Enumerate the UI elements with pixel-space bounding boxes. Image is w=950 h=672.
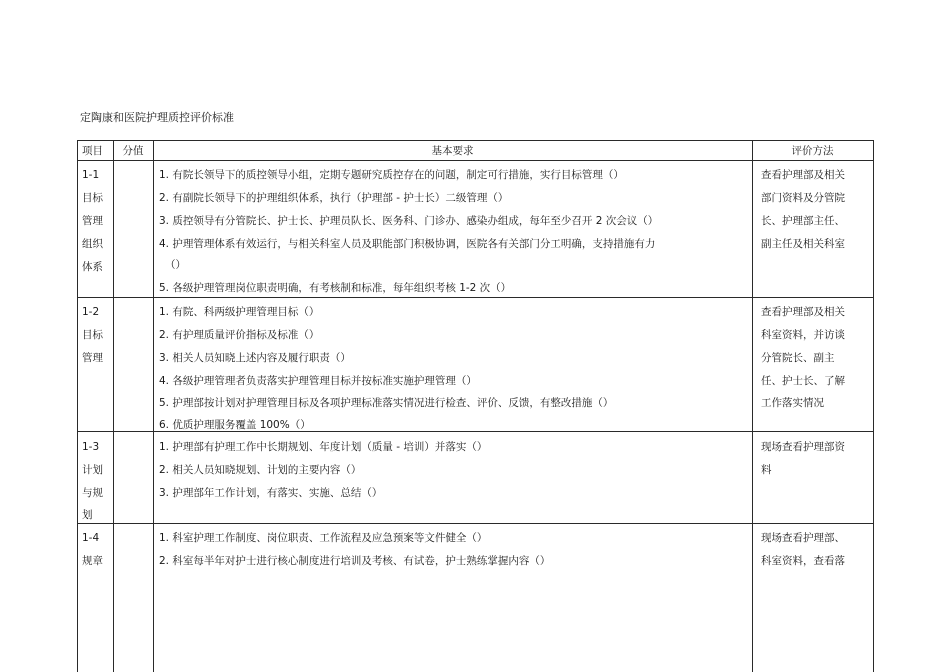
header-method: 评价方法	[791, 145, 834, 157]
item-label: 管理	[82, 215, 103, 227]
requirement-line: 3. 护理部年工作计划，有落实、实施、总结（）	[159, 487, 383, 499]
header-score: 分值	[122, 145, 144, 157]
rule	[873, 140, 874, 672]
method-line: 分管院长、副主	[761, 352, 835, 364]
requirement-line: 5. 护理部按计划对护理管理目标及各项护理标准落实情况进行检查、评价、反馈，有整改措施（）	[159, 397, 614, 409]
item-label: 1-4	[82, 532, 100, 544]
item-label: 体系	[82, 261, 103, 273]
rule	[77, 140, 874, 141]
requirement-line: 3. 质控领导有分管院长、护士长、护理员队长、医务科、门诊办、感染办组成，每年至少召开 2 次会议（）	[159, 215, 659, 227]
requirement-line: 1. 科室护理工作制度、岗位职责、工作流程及应急预案等文件健全（）	[159, 532, 488, 544]
method-line: 任、护士长、了解	[761, 375, 845, 387]
item-label: 1-2	[82, 306, 100, 318]
requirement-line: 4. 各级护理管理者负责落实护理管理目标并按标准实施护理管理（）	[159, 375, 477, 387]
item-label: 与规	[82, 487, 103, 499]
item-label: 1-1	[82, 169, 100, 181]
requirement-line: 6. 优质护理服务覆盖 100%（）	[159, 419, 311, 431]
item-label: 组织	[82, 238, 103, 250]
rule	[77, 160, 874, 161]
requirement-line: 2. 有护理质量评价指标及标准（）	[159, 329, 320, 341]
header-item: 项目	[82, 145, 103, 157]
requirement-line: 3. 相关人员知晓上述内容及履行职责（）	[159, 352, 351, 364]
document-title: 定陶康和医院护理质控评价标准	[80, 111, 234, 124]
rule	[153, 140, 154, 672]
header-requirements: 基本要求	[431, 145, 474, 157]
requirement-line: 4. 护理管理体系有效运行，与相关科室人员及职能部门积极协调，医院各有关部门分工明确，支持措施有力	[159, 238, 656, 250]
item-label: 划	[82, 509, 93, 521]
method-line: 科室资料，并访谈	[761, 329, 845, 341]
item-label: 计划	[82, 464, 103, 476]
requirement-line: 2. 科室每半年对护士进行核心制度进行培训及考核、有试卷，护士熟练掌握内容（）	[159, 555, 551, 567]
requirement-line: 5. 各级护理管理岗位职责明确，有考核制和标准，每年组织考核 1-2 次（）	[159, 282, 512, 294]
requirement-line: （）	[165, 259, 186, 271]
method-line: 工作落实情况	[761, 397, 824, 409]
evaluation-table	[77, 140, 874, 672]
requirement-line: 1. 有院长领导下的质控领导小组，定期专题研究质控存在的问题，制定可行措施，实行目标管理（）	[159, 169, 624, 181]
requirement-line: 1. 护理部有护理工作中长期规划、年度计划（质量 - 培训）并落实（）	[159, 441, 488, 453]
method-line: 副主任及相关科室	[761, 238, 845, 250]
method-line: 现场查看护理部资	[761, 441, 845, 453]
requirement-line: 1. 有院、科两级护理管理目标（）	[159, 306, 320, 318]
method-line: 查看护理部及相关	[761, 306, 845, 318]
item-label: 管理	[82, 352, 103, 364]
method-line: 部门资料及分管院	[761, 192, 845, 204]
requirement-line: 2. 有副院长领导下的护理组织体系，执行（护理部 - 护士长）二级管理（）	[159, 192, 509, 204]
method-line: 料	[761, 464, 772, 476]
method-line: 现场查看护理部、	[761, 532, 845, 544]
item-label: 目标	[82, 192, 103, 204]
item-label: 规章	[82, 555, 103, 567]
rule	[752, 140, 753, 672]
rule	[77, 140, 78, 672]
item-label: 目标	[82, 329, 103, 341]
method-line: 科室资料，查看落	[761, 555, 845, 567]
rule	[77, 523, 874, 524]
item-label: 1-3	[82, 441, 100, 453]
rule	[113, 140, 114, 672]
method-line: 长、护理部主任、	[761, 215, 845, 227]
rule	[77, 297, 874, 298]
requirement-line: 2. 相关人员知晓规划、计划的主要内容（）	[159, 464, 362, 476]
method-line: 查看护理部及相关	[761, 169, 845, 181]
